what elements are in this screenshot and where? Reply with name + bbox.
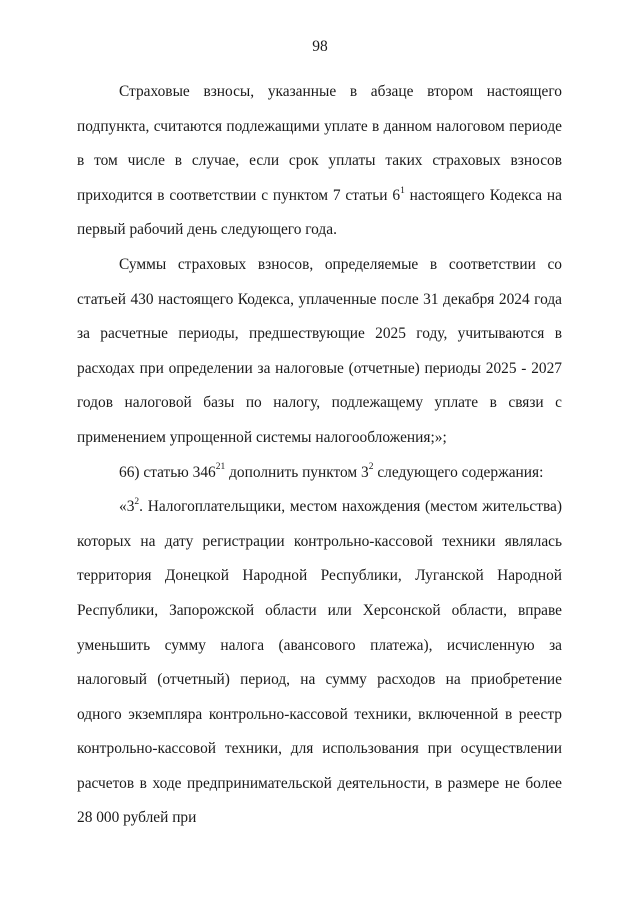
paragraph-text: 66) статью 346 [119,463,216,481]
paragraph-text: «3 [119,498,135,516]
paragraph-contribution-sums [77,248,562,456]
paragraph-taxpayers-clause [77,490,562,836]
superscript: 2 [134,497,140,507]
paragraph-text: настоящего Кодекса на первый рабочий день следующего года. [77,186,562,239]
paragraph-text: Суммы страховых взносов, определяемые в соответствии со статьей 430 настоящего Кодекса, уплаченные после 31 декабря 2024 года за расчетные периоды, предшествующие 2025 году, учитываются в расходах при определении за налоговые (отчетные) периоды 2025 - 2027 годов налоговой базы по налогу, подлежащему уплате в связи с применением упрощенной системы налогообложения;»; [77,255,562,446]
paragraph-text: следующего содержания: [373,463,544,481]
paragraph-text: дополнить пунктом 3 [225,463,369,481]
superscript: 1 [400,185,405,196]
paragraph-text: . Налогоплательщики, местом нахождения (местом жительства) которых на дату регистрации контрольно-кассовой техники являлась территория Донецкой Народной Республики, Луганской Народной Республики, Запорожской области или Херсонской области, вправе уменьшить сумму налога (авансового платежа), исчисленную за налоговый (отчетный) период, на сумму расходов на приобретение одного экземпляра контрольно-кассовой техники, включенной в реестр контрольно-кассовой техники, для использования при осуществлении расчетов в ходе предпринимательской деятельности, в размере не более 28 000 рублей при [77,498,562,827]
superscript: 21 [215,462,226,473]
paragraph-text: Страховые взносы, указанные в абзаце втором настоящего подпункта, считаются подлежащими уплате в данном налоговом периоде в том числе в случае, если срок уплаты таких страховых взносов приходится в соответствии с пунктом 7 статьи 6 [77,83,562,204]
superscript: 2 [368,462,374,473]
page-number: 98 [312,38,328,55]
paragraph-article-amendment [77,456,562,491]
document-body [77,75,562,836]
paragraph-insurance-contributions [77,75,562,248]
